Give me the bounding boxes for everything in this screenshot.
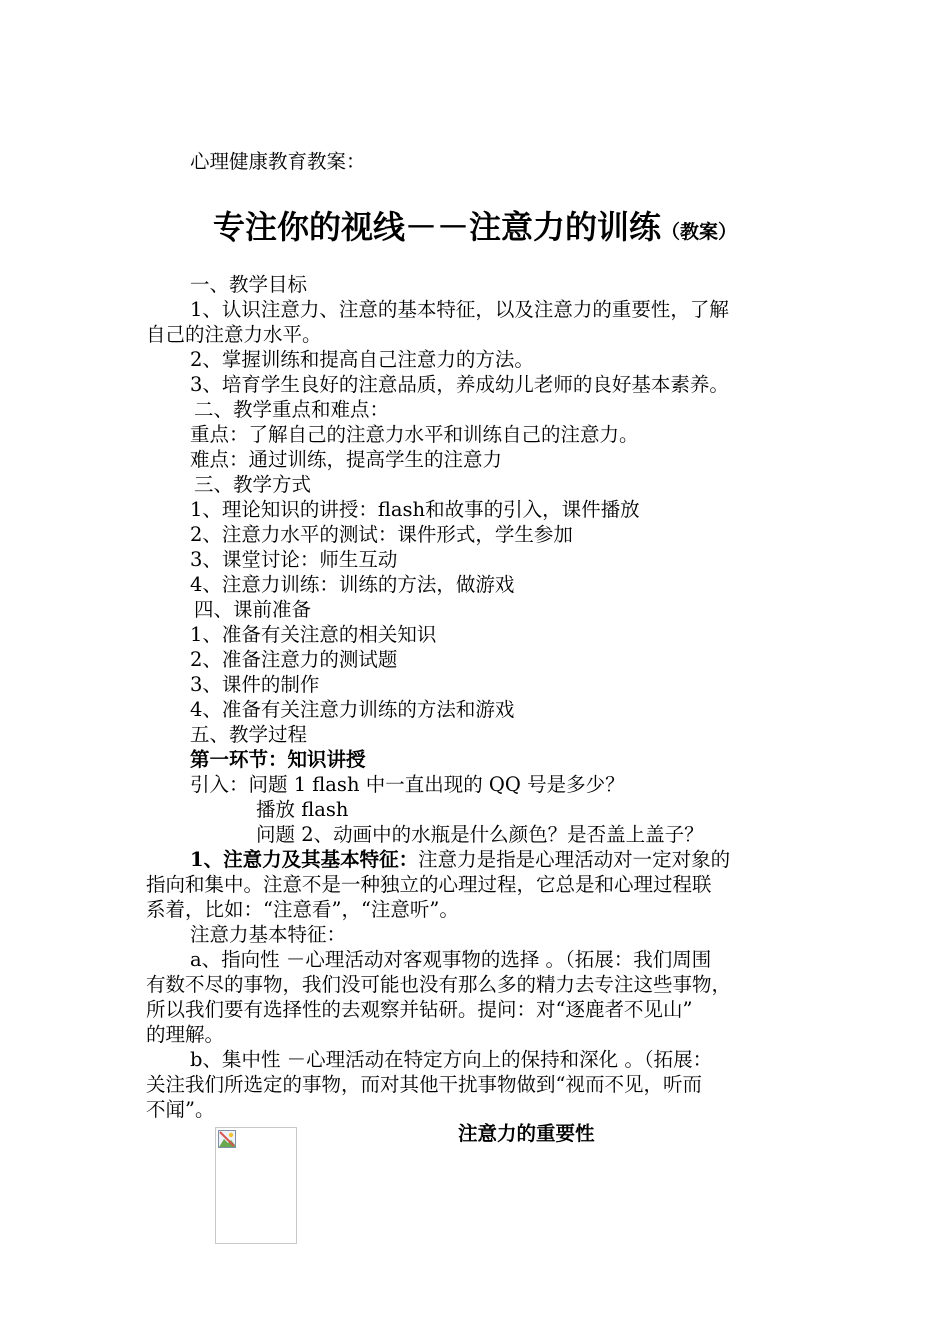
definition-line-3: 系着，比如：“注意看”，“注意听”。 [146,898,459,921]
definition-line-2: 指向和集中。注意不是一种独立的心理过程，它总是和心理过程联 [146,873,712,896]
feature-b-line-1: b、集中性 －心理活动在特定方向上的保持和深化 。（拓展： [190,1048,713,1071]
title-main: 专注你的视线－－注意力的训练 [212,208,661,246]
section-heading-key-points: 二、教学重点和难点： [194,398,390,421]
method-4: 4、注意力训练：训练的方法，做游戏 [190,573,515,596]
title-suffix: （教案） [661,221,738,243]
difficult-point: 难点：通过训练，提高学生的注意力 [190,448,503,471]
key-point: 重点：了解自己的注意力水平和训练自己的注意力。 [190,423,639,446]
feature-b-line-2: 关注我们所选定的事物，而对其他干扰事物做到“视而不见，听而 [146,1073,702,1096]
broken-image-icon [218,1130,236,1148]
objective-1-cont: 自己的注意力水平。 [146,323,322,346]
document-title [0,205,950,254]
feature-b-line-3: 不闻”。 [146,1098,215,1121]
section-heading-process: 五、教学过程 [190,723,308,746]
objective-3: 3、培育学生良好的注意品质，养成幼儿老师的良好基本素养。 [190,373,729,396]
definition-paragraph-line-1 [190,847,850,872]
section-heading-methods: 三、教学方式 [194,473,312,496]
intro-question-1: 引入：问题 1 flash 中一直出现的 QQ 号是多少？ [190,773,625,796]
figure-caption: 注意力的重要性 [458,1122,595,1145]
feature-a-line-3: 所以我们要有选择性的去观察并钻研。提问：对“逐鹿者不见山” [146,998,693,1021]
objective-2: 2、掌握训练和提高自己注意力的方法。 [190,348,534,371]
section-heading-preparation: 四、课前准备 [194,598,312,621]
features-heading: 注意力基本特征： [190,923,347,946]
preparation-2: 2、准备注意力的测试题 [190,648,398,671]
image-placeholder [215,1127,297,1244]
step-1-heading: 第一环节：知识讲授 [190,748,366,771]
method-2: 2、注意力水平的测试：课件形式，学生参加 [190,523,573,546]
method-1: 1、理论知识的讲授：flash和故事的引入，课件播放 [190,498,640,521]
feature-a-line-2: 有数不尽的事物，我们没可能也没有那么多的精力去专注这些事物， [146,973,732,996]
feature-a-line-1: a、指向性 －心理活动对客观事物的选择 。（拓展：我们周围 [190,948,712,971]
section-1-heading: 1、注意力及其基本特征： [190,848,419,871]
preparation-1: 1、准备有关注意的相关知识 [190,623,437,646]
intro-question-2: 问题 2、动画中的水瓶是什么颜色？是否盖上盖子？ [256,823,704,846]
objective-1: 1、认识注意力、注意的基本特征，以及注意力的重要性，了解 [190,298,729,321]
definition-text: 注意力是指是心理活动对一定对象的 [418,848,731,871]
preparation-4: 4、准备有关注意力训练的方法和游戏 [190,698,515,721]
feature-a-line-4: 的理解。 [146,1023,225,1046]
section-heading-objectives: 一、教学目标 [190,273,308,296]
preparation-3: 3、课件的制作 [190,673,320,696]
intro-play-flash: 播放 flash [256,798,349,821]
header-label: 心理健康教育教案： [190,150,366,173]
method-3: 3、课堂讨论：师生互动 [190,548,398,571]
